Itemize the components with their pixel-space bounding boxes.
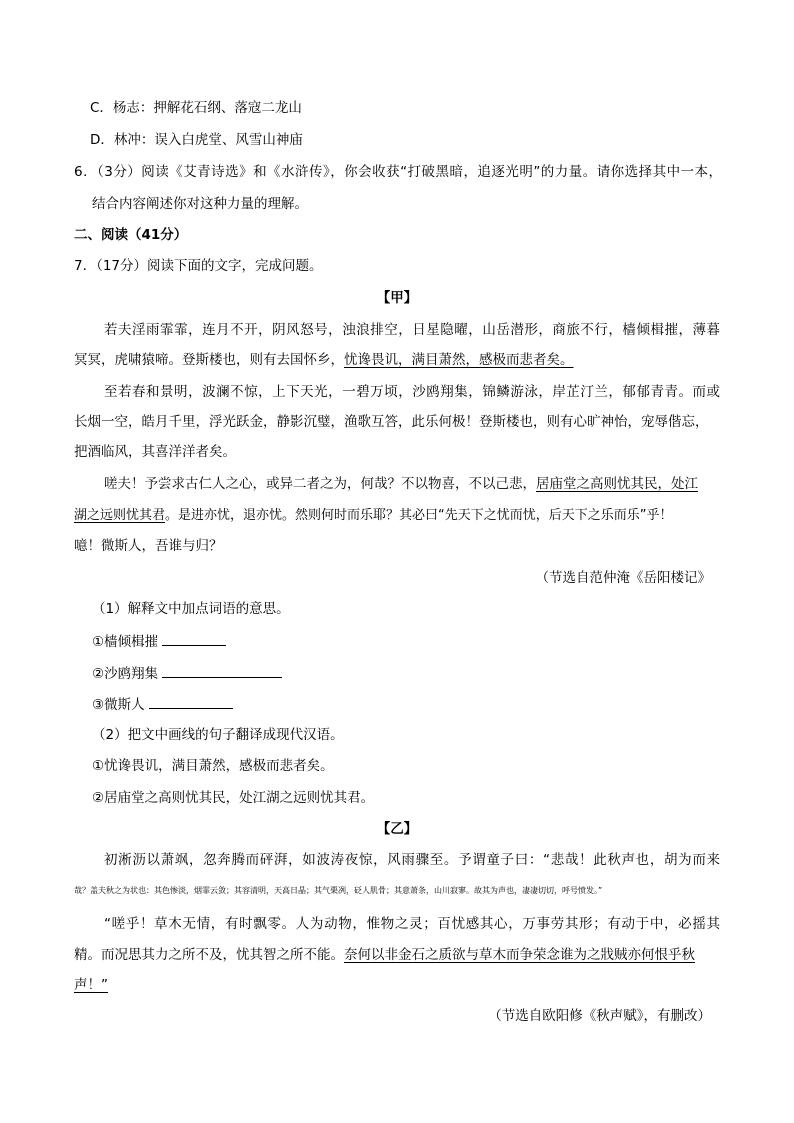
section-title-reading: 二、阅读（41分） — [74, 227, 188, 243]
option-c: C．杨志：押解花石纲、落寇二龙山 — [90, 100, 302, 116]
vocab-item-3-text: ③微斯人 — [92, 697, 145, 713]
jia-para1-line1: 若夫淫雨霏霏，连月不开，阴风怒号，浊浪排空，日星隐曜，山岳潜形，商旅不行，樯倾楫摧，薄暮 — [104, 322, 720, 338]
jia-para2-line2: 长烟一空，皓月千里，浮光跃金，静影沉璧，渔歌互答，此乐何极！登斯楼也，则有心旷神怡，宠辱偕忘， — [74, 414, 709, 430]
question-6-line1: 6．（3分）阅读《艾青诗选》和《水浒传》，你会收获“打破黑暗，追逐光明”的力量。请你选择其中一本， — [74, 164, 722, 180]
vocab-item-2 — [92, 663, 282, 684]
vocab-item-1-text: ①樯倾楫摧 — [92, 634, 159, 650]
jia-para1-line2 — [74, 350, 574, 370]
sub-question-2: （2）把文中画线的句子翻译成现代汉语。 — [92, 727, 344, 743]
underlined-sentence-3: 奈何以非金石之质欲与草木而争荣念谁为之戕贼亦何恨乎秋 — [344, 947, 695, 963]
jia-para3-line3: 噫！微斯人，吾谁与归？ — [74, 538, 223, 554]
underlined-sentence-2b: 湖之远则忧其君 — [74, 508, 166, 523]
yi-source: （节选自欧阳修《秋声赋》，有删改） — [488, 1008, 711, 1024]
yi-para2-line3: 声！” — [74, 977, 108, 993]
translation-item-1: ①忧谗畏讥，满目萧然，感极而悲者矣。 — [92, 758, 334, 774]
jia-para1-line2-text: 冥冥，虎啸猿啼。登斯楼也，则有去国怀乡， — [74, 352, 344, 368]
vocab-item-1 — [92, 631, 226, 652]
jia-para3-line1-text: 嗟夫！予尝求古仁人之心，或异二者之为，何哉？不以物喜，不以己悲， — [104, 476, 536, 492]
underlined-sentence-2a: 居庙堂之高则忧其民，处江 — [536, 476, 698, 492]
passage-jia-title: 【甲】 — [376, 290, 418, 306]
yi-para2-line2-text: 精。而况思其力之所不及，忧其智之所不能。 — [74, 947, 344, 963]
vocab-item-3 — [92, 694, 233, 715]
jia-para3-line2-text: 。是进亦忧，退亦忧。然则何时而乐耶？其必曰“先天下之忧而忧，后天下之乐而乐”乎！ — [165, 508, 673, 523]
yi-para1-line2: 哉？盖夫秋之为状也：其色惨淡，烟霏云敛；其容清明，天高日晶；其气栗冽，砭人肌骨；其意萧条，山川寂寥。故其为声也，凄凄切切，呼号愤发。” — [74, 886, 603, 895]
answer-blank-2[interactable] — [162, 663, 282, 678]
yi-para2-line2 — [74, 945, 695, 965]
jia-para3-line2 — [74, 506, 673, 526]
sub-question-1: （1）解释文中加点词语的意思。 — [92, 601, 290, 617]
jia-para3-line1 — [104, 474, 698, 494]
yi-para1-line1: 初淅沥以萧飒，忽奔腾而砰湃，如波涛夜惊，风雨骤至。予谓童子曰：“悲哉！此秋声也，胡为而来 — [104, 852, 720, 868]
underlined-sentence-1: 忧谗畏讥，满目萧然，感极而悲者矣。 — [344, 352, 574, 368]
yi-para2-line1: “嗟乎！草木无情，有时飘零。人为动物，惟物之灵；百忧感其心，万事劳其形；有动于中，必摇其 — [104, 916, 720, 932]
question-6-line2: 结合内容阐述你对这种力量的理解。 — [92, 196, 308, 212]
vocab-item-2-text: ②沙鸥翔集 — [92, 666, 159, 682]
answer-blank-1[interactable] — [162, 631, 226, 646]
option-d: D．林冲：误入白虎堂、风雪山神庙 — [90, 132, 303, 148]
passage-yi-title: 【乙】 — [376, 821, 418, 837]
jia-para2-line3: 把酒临风，其喜洋洋者矣。 — [74, 444, 236, 460]
question-7-intro: 7．（17分）阅读下面的文字，完成问题。 — [74, 258, 323, 274]
jia-para2-line1: 至若春和景明，波澜不惊，上下天光，一碧万顷，沙鸥翔集，锦鳞游泳，岸芷汀兰，郁郁青青。而或 — [104, 384, 720, 400]
answer-blank-3[interactable] — [149, 694, 233, 709]
translation-item-2: ②居庙堂之高则忧其民，处江湖之远则忧其君。 — [92, 790, 375, 806]
jia-source: （节选自范仲淹《岳阳楼记》 — [535, 570, 711, 586]
